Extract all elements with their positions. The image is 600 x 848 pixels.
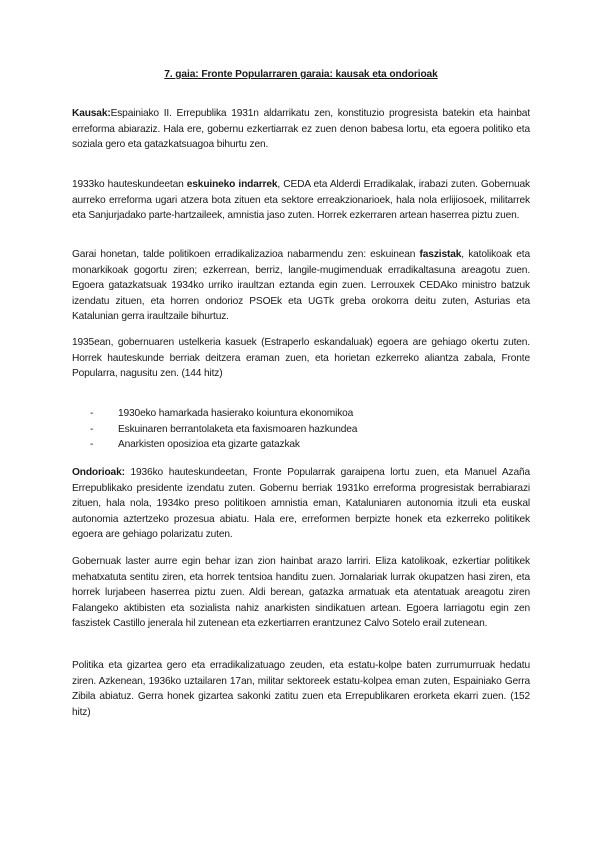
- causes-p1-text: Espainiako II. Errepublika 1931n aldarrikatu zen, konstituzio progresista batekin eta hainbat erreforma abiaraziz. Hala ere, gobernu ezkertiarrak ez zuen denon babesa lortu, eta egoera politiko eta soziala gero eta gatazkatsuagoa bihurtu zen.: [72, 108, 530, 151]
- causes-p3-text-start: Garai honetan, talde politikoen erradikalizazioa nabarmendu zen: eskuinean: [72, 249, 420, 260]
- causes-paragraph-1: [72, 106, 530, 153]
- bullet-list: [72, 406, 357, 453]
- consequences-label: Ondorioak:: [72, 467, 125, 478]
- consequences-p1-text: 1936ko hauteskundeetan, Fronte Popularrak garaipena lortu zuen, eta Manuel Azaña Errepublikako presidente izendatu zuten. Gobernu berriak 1931ko erreforma progresistak berrabiarazi zituen, hala nola, 1934ko preso politikoen amnistia eman, Kataluniaren autonomia itzuli eta euskal autonomia aztertzeko prozesua abiatu. Hala ere, erreformen berpizte honek eta ezkerreko politikek egoera are gehiago polarizatu zuten.: [72, 467, 530, 541]
- causes-p3-bold: faszistak: [419, 249, 462, 260]
- causes-label: Kausak:: [72, 108, 111, 119]
- causes-paragraph-4: 1935ean, gobernuaren ustelkeria kasuek (Estraperlo eskandaluak) egoera are gehiago okertu zuten. Horrek hauteskunde berriak deitzera eraman zuen, eta horietan ezkerreko aliantza zabala, Fronte Popularra, nagusitu zen. (144 hitz): [72, 337, 530, 380]
- causes-p2-text-start: 1933ko hauteskundeetan: [72, 179, 187, 190]
- list-item: [72, 422, 357, 438]
- list-item: [72, 437, 357, 453]
- consequences-paragraph-2: Gobernuak laster aurre egin behar izan zion hainbat arazo larriri. Eliza katolikoak, ezkertiar politikek mehatxatuta sentitu ziren, eta horrek tentsioa handitu zuen. Jornalariak lurrak okupatzen hasi ziren, eta horrek lurjabeen haserrea piztu zuen. Aldi berean, gatazka armatuak eta atentatuak areagotu ziren Falangeko aktibisten eta sozialista nahiz anarkisten sindikatuen artean. Egoera larriagotu egin zen faszistek Castillo jenerala hil zutenean eta ezkertiarren erantzunez Calvo Sotelo erail zutenean.: [72, 556, 530, 630]
- bullet-text: 1930eko hamarkada hasierako koiuntura ekonomikoa: [118, 408, 354, 419]
- bullet-text: Anarkisten oposizioa eta gizarte gatazkak: [118, 439, 300, 451]
- causes-paragraph-2: [72, 177, 530, 224]
- bullet-text: Eskuinaren berrantolaketa eta faxismoaren hazkundea: [118, 423, 358, 435]
- consequences-paragraph-1: [72, 465, 530, 543]
- page-title: 7. gaia: Fronte Popularraren garaia: kausak eta ondorioak: [164, 69, 438, 80]
- list-item: [72, 406, 357, 422]
- bullet-dash: -: [90, 408, 94, 419]
- bullet-dash: -: [90, 423, 94, 435]
- causes-paragraph-3: [72, 247, 530, 325]
- consequences-paragraph-3: Politika eta gizartea gero eta erradikalizatuago zeuden, eta estatu-kolpe baten zurrumurruak hedatu ziren. Azkenean, 1936ko uztailaren 17an, militar sektoreek estatu-kolpea eman zuten, Espainiako Gerra Zibila abiatuz. Gerra honek gizartea sakonki zatitu zuen eta Errepublikaren erorketa ekarri zuen. (152 hitz): [72, 660, 530, 718]
- causes-p2-bold: eskuineko indarrek: [186, 179, 278, 190]
- causes-p3-text-end: , katolikoak eta monarkikoak gogortu ziren; ezkerrean, berriz, langile-mugimenduak erradikaltasuna areagotu zuen. Egoera gatazkatsuak 1934ko urriko iraultzan eztanda egin zuen. Lerrouxek CEDAko ministro batzuk izendatu zituen, eta horren ondorioz PSOEk eta UGTk greba orokorra deitu zuten, Asturias eta Katalunian gerra iraultzaile bihurtuz.: [72, 249, 530, 323]
- causes-p2-text-end: , CEDA eta Alderdi Erradikalak, irabazi zuten. Gobernuak aurreko erreforma ugari atzera bota zituen eta sektore erreakzionarioek, hala nola erlijiosoek, militarrek eta Sanjurjadako parte-hartzaileek, amnistia jaso zuten. Horrek ezkerraren artean haserrea piztu zuen.: [72, 179, 530, 222]
- bullet-dash: -: [90, 439, 94, 451]
